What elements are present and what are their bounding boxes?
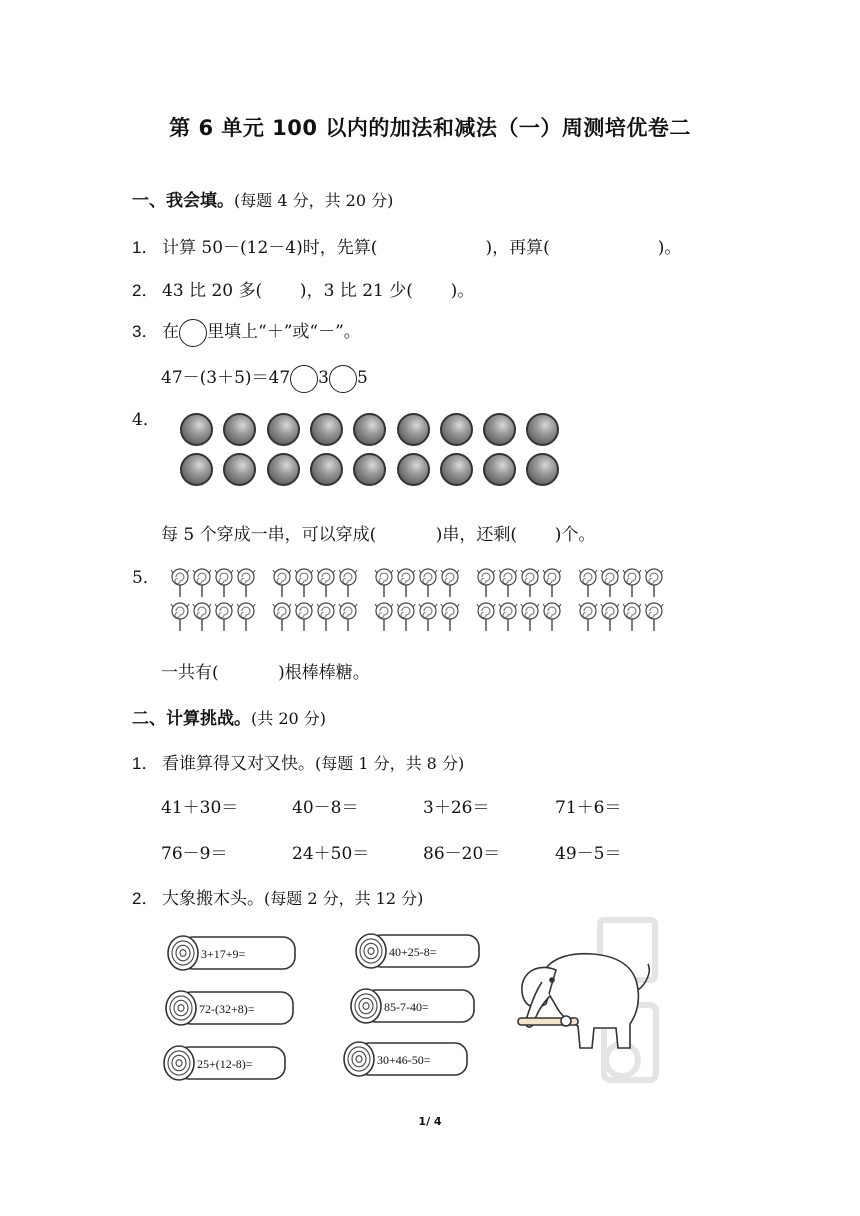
expression-part: 47－(3＋5)＝47 (161, 368, 291, 388)
lollipop-icon (338, 602, 358, 632)
ball-icon (180, 413, 213, 446)
question-text: 大象搬木头。 (162, 889, 264, 909)
ball-icon (353, 453, 386, 486)
lollipop-icon (476, 602, 496, 632)
logs-illustration (155, 925, 495, 1090)
question-text: 看谁算得又对又快。 (162, 754, 315, 774)
question-note: (每题 2 分，共 12 分) (264, 889, 424, 908)
ball-icon (440, 413, 473, 446)
lollipop-icon (294, 602, 314, 632)
log-item (356, 934, 479, 968)
lollipop-icon (374, 568, 394, 598)
question-1-3 (132, 317, 361, 347)
lollipop-icon (644, 602, 664, 632)
lollipop-icon (520, 602, 540, 632)
section-1-heading (132, 186, 393, 211)
ball-icon (353, 413, 386, 446)
expression-part: 5 (357, 368, 368, 388)
ball-icon (180, 453, 213, 486)
section-2-note: (共 20 分) (251, 709, 327, 728)
lollipop-icon (498, 568, 518, 598)
elephant-icon (518, 954, 649, 1048)
log-item (351, 989, 474, 1023)
log-expression: 3+17+9= (201, 947, 246, 961)
question-note: (每题 1 分，共 8 分) (315, 754, 465, 773)
lollipop-icon (192, 568, 212, 598)
lollipop-icon (316, 568, 336, 598)
lollipop-icon (440, 568, 460, 598)
question-1-3-expression (161, 363, 368, 393)
ball-icon (526, 453, 559, 486)
log-expression: 25+(12-8)= (197, 1057, 253, 1071)
question-number: 1． (132, 238, 159, 257)
question-1-5-number: 5． (132, 568, 160, 588)
calc-row-1-col-2: 40－8＝ (292, 798, 359, 818)
log-item (164, 1046, 285, 1080)
question-number: 1． (132, 754, 159, 773)
log-expression: 30+46-50= (377, 1053, 431, 1067)
lollipop-icon (622, 602, 642, 632)
ball-icon (397, 453, 430, 486)
page-number: 1/ 4 (418, 1115, 442, 1128)
question-number: 2． (132, 281, 159, 300)
lollipop-icon (170, 568, 190, 598)
answer-circle[interactable] (329, 365, 357, 393)
question-text: 里填上“＋”或“－”。 (207, 322, 361, 342)
question-2-2 (132, 884, 423, 909)
log-item (168, 936, 295, 970)
calc-row-2-col-2: 24＋50＝ (292, 844, 370, 864)
ball-icon (223, 413, 256, 446)
lollipop-icon (578, 568, 598, 598)
lollipop-icon (476, 568, 496, 598)
question-1-4-number: 4． (132, 410, 160, 430)
calc-row-2-col-4: 49－5＝ (555, 844, 622, 864)
calc-row-1-col-4: 71＋6＝ (555, 798, 622, 818)
lollipop-icon (600, 568, 620, 598)
lollipop-icon (236, 568, 256, 598)
question-1-1 (132, 233, 681, 258)
lollipop-icon (644, 568, 664, 598)
lollipop-icon (578, 602, 598, 632)
lollipop-icon (418, 568, 438, 598)
ball-icon (483, 413, 516, 446)
answer-circle[interactable] (179, 319, 207, 347)
lollipop-icon (170, 602, 190, 632)
question-number: 2． (132, 889, 159, 908)
log-expression: 72-(32+8)= (199, 1002, 255, 1016)
elephant-illustration (512, 910, 662, 1095)
calc-row-2-col-1: 76－9＝ (161, 844, 228, 864)
lollipop-icon (622, 568, 642, 598)
question-number: 3． (132, 322, 159, 341)
section-1-note: (每题 4 分，共 20 分) (234, 191, 394, 210)
lollipop-icon (396, 568, 416, 598)
ball-icon (483, 453, 516, 486)
log-item (344, 1042, 467, 1076)
question-text: 43 比 20 多( )，3 比 21 少( )。 (162, 281, 475, 301)
lollipop-icon (542, 568, 562, 598)
ball-icon (267, 453, 300, 486)
lollipop-illustration (170, 568, 670, 638)
question-text: 在 (162, 322, 179, 342)
lollipop-icon (316, 602, 336, 632)
lollipop-icon (338, 568, 358, 598)
ball-icon (526, 413, 559, 446)
ball-icon (440, 453, 473, 486)
ball-icon (223, 453, 256, 486)
ball-icon (310, 413, 343, 446)
log-expression: 40+25-8= (389, 945, 437, 959)
section-1-title: 一、我会填。 (132, 191, 234, 211)
lollipop-icon (294, 568, 314, 598)
lollipop-icon (520, 568, 540, 598)
answer-circle[interactable] (290, 365, 318, 393)
question-1-2 (132, 276, 474, 301)
expression-part: 3 (318, 368, 329, 388)
section-2-title: 二、计算挑战。 (132, 709, 251, 729)
calc-row-1-col-1: 41＋30＝ (161, 798, 239, 818)
question-2-1 (132, 749, 464, 774)
question-text: 计算 50－(12－4)时，先算( )，再算( )。 (162, 238, 682, 258)
log-expression: 85-7-40= (384, 1000, 429, 1014)
calc-row-2-col-3: 86－20＝ (423, 844, 501, 864)
lollipop-icon (374, 602, 394, 632)
lollipop-icon (396, 602, 416, 632)
lollipop-icon (214, 568, 234, 598)
page-title: 第 6 单元 100 以内的加法和减法（一）周测培优卷二 (169, 116, 691, 140)
lollipop-icon (418, 602, 438, 632)
ball-icon (310, 453, 343, 486)
ball-icon (267, 413, 300, 446)
lollipop-icon (542, 602, 562, 632)
calc-row-1-col-3: 3＋26＝ (423, 798, 490, 818)
lollipop-icon (440, 602, 460, 632)
lollipop-icon (498, 602, 518, 632)
section-2-heading (132, 704, 326, 729)
lollipop-icon (272, 568, 292, 598)
log-item (166, 991, 293, 1025)
ball-icon (397, 413, 430, 446)
lollipop-icon (192, 602, 212, 632)
question-1-4-text: 每 5 个穿成一串，可以穿成( )串，还剩( )个。 (161, 525, 596, 545)
lollipop-icon (272, 602, 292, 632)
lollipop-icon (600, 602, 620, 632)
lollipop-icon (236, 602, 256, 632)
question-1-5-text: 一共有( )根棒棒糖。 (161, 663, 370, 683)
lollipop-icon (214, 602, 234, 632)
